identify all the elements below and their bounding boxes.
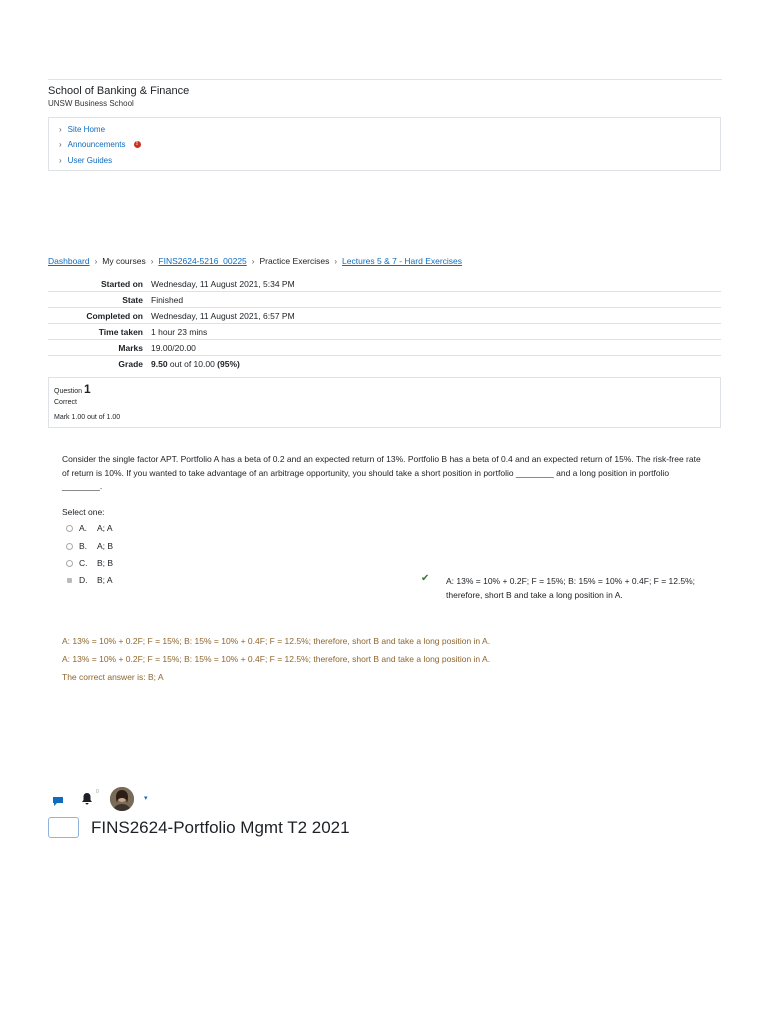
radio-button[interactable] xyxy=(66,560,73,567)
grade-value: 9.50 xyxy=(151,358,168,369)
course-image xyxy=(48,817,79,838)
grade-value-cell xyxy=(151,356,721,372)
notification-count: 0 xyxy=(96,789,99,795)
summary-row xyxy=(48,324,721,340)
option-text: B; B xyxy=(97,558,114,568)
site-nav xyxy=(48,117,721,171)
chevron-right-icon: › xyxy=(251,256,255,266)
course-title: FINS2624-Portfolio Mgmt T2 2021 xyxy=(91,818,350,837)
summary-label: Grade xyxy=(118,358,143,369)
breadcrumb xyxy=(48,256,462,266)
question-info xyxy=(48,377,721,428)
chevron-right-icon: › xyxy=(150,256,154,266)
avatar[interactable] xyxy=(110,787,134,811)
school-subtitle: UNSW Business School xyxy=(48,99,134,108)
school-title: School of Banking & Finance xyxy=(48,85,190,97)
grade-outof: out of 10.00 xyxy=(167,358,218,369)
attempt-summary-table xyxy=(48,276,721,371)
summary-value: Wednesday, 11 August 2021, 6:57 PM xyxy=(151,308,721,324)
nav-label: Announcements xyxy=(67,140,126,149)
nav-site-home[interactable] xyxy=(59,125,105,134)
summary-row-grade xyxy=(48,356,721,372)
general-feedback: A: 13% = 10% + 0.2F; F = 15%; B: 15% = 10% + 0.4F; F = 12.5%; therefore, short B and take a long position in A. xyxy=(62,654,491,664)
nav-label: User Guides xyxy=(67,156,113,165)
summary-row xyxy=(48,340,721,356)
radio-button[interactable] xyxy=(66,543,73,550)
summary-row xyxy=(48,292,721,308)
chevron-right-icon: › xyxy=(59,125,62,134)
breadcrumb-course[interactable]: FINS2624-5216_00225 xyxy=(158,256,247,266)
chevron-right-icon: › xyxy=(59,140,62,149)
select-one-label: Select one: xyxy=(62,507,105,517)
nav-label: Site Home xyxy=(67,125,106,134)
option-letter: D. xyxy=(79,575,88,585)
summary-value: 1 hour 23 mins xyxy=(151,324,721,340)
breadcrumb-dashboard[interactable]: Dashboard xyxy=(48,256,90,266)
summary-label: Completed on xyxy=(48,308,151,324)
radio-button[interactable] xyxy=(66,525,73,532)
inline-feedback: A: 13% = 10% + 0.2F; F = 15%; B: 15% = 10% + 0.4F; F = 12.5%; therefore, short B and take a long position in A. xyxy=(446,576,696,600)
summary-label: Time taken xyxy=(48,324,151,340)
grade-percent: (95%) xyxy=(217,358,240,369)
nav-user-guides[interactable] xyxy=(59,156,112,165)
summary-value: Wednesday, 11 August 2021, 5:34 PM xyxy=(151,276,721,292)
messages-icon[interactable] xyxy=(52,794,64,812)
option-b[interactable] xyxy=(66,541,113,551)
question-text: Consider the single factor APT. Portfolio A has a beta of 0.2 and an expected return of 13%. Portfolio B has a beta of 0.4 and an expected return of 15%. The risk-free rate of return is 10%. If you wanted to take advantage of an arbitrage opportunity, you should take a short position in portfolio ________ and a long position in portfolio ________. xyxy=(62,454,701,491)
chevron-right-icon: › xyxy=(59,156,62,165)
specific-feedback: A: 13% = 10% + 0.2F; F = 15%; B: 15% = 10% + 0.4F; F = 12.5%; therefore, short B and take a long position in A. xyxy=(62,636,491,646)
question-number xyxy=(54,382,91,396)
question-state: Correct xyxy=(54,399,77,406)
summary-row xyxy=(48,308,721,324)
question-number-value: 1 xyxy=(83,382,91,396)
correct-answer: The correct answer is: B; A xyxy=(62,672,164,682)
option-letter: B. xyxy=(79,541,88,551)
summary-value: Finished xyxy=(151,292,721,308)
question-mark: Mark 1.00 out of 1.00 xyxy=(54,414,121,421)
top-divider xyxy=(48,79,722,80)
summary-label: Marks xyxy=(48,340,151,356)
chevron-down-icon[interactable]: ▾ xyxy=(144,795,148,802)
radio-button-selected[interactable] xyxy=(67,578,72,583)
chevron-right-icon: › xyxy=(334,256,338,266)
option-letter: A. xyxy=(79,523,88,533)
question-prefix: Question xyxy=(54,388,84,395)
option-a[interactable] xyxy=(66,523,113,533)
summary-value: 19.00/20.00 xyxy=(151,340,721,356)
nav-announcements[interactable] xyxy=(59,140,141,149)
chevron-right-icon: › xyxy=(94,256,98,266)
breadcrumb-my-courses: My courses xyxy=(102,256,146,266)
alert-icon: ! xyxy=(134,141,141,148)
option-d[interactable] xyxy=(66,575,113,585)
option-c[interactable] xyxy=(66,558,113,568)
bell-icon[interactable] xyxy=(81,792,93,810)
summary-label: Started on xyxy=(48,276,151,292)
breadcrumb-practice-exercises: Practice Exercises xyxy=(259,256,330,266)
option-letter: C. xyxy=(79,558,88,568)
breadcrumb-quiz[interactable]: Lectures 5 & 7 - Hard Exercises xyxy=(342,256,463,266)
option-text: B; A xyxy=(97,575,113,585)
option-text: A; B xyxy=(97,541,114,551)
checkmark-icon: ✔ xyxy=(421,573,430,584)
option-text: A; A xyxy=(97,523,113,533)
summary-label: State xyxy=(48,292,151,308)
summary-row xyxy=(48,276,721,292)
